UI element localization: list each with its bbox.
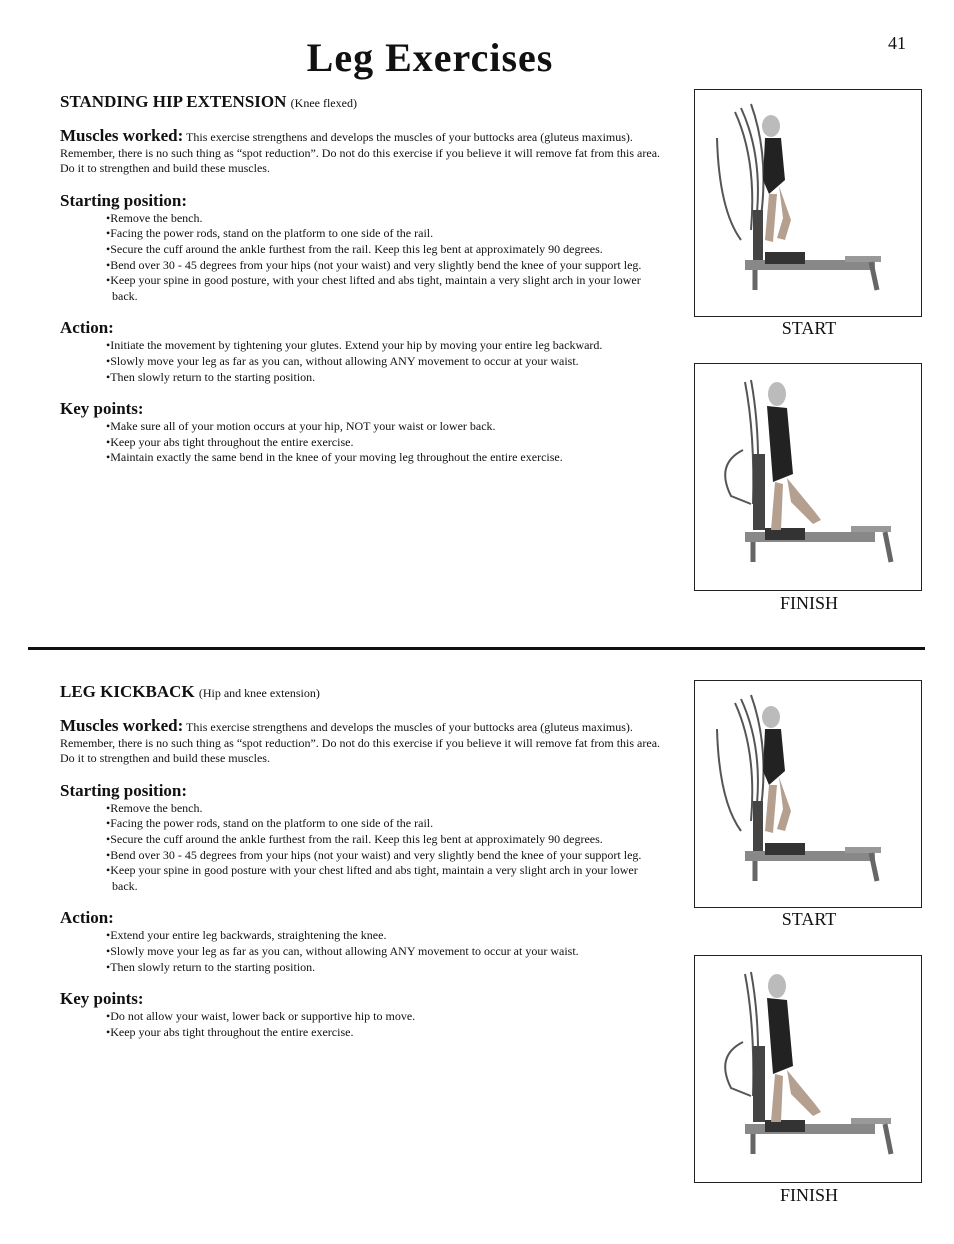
- list-item: • Facing the power rods, stand on the platform to one side of the rail.: [106, 226, 666, 242]
- list-item: • Secure the cuff around the ankle furthest from the rail. Keep this leg bent at approximately 90 degrees.: [106, 242, 666, 258]
- action-heading: Action:: [60, 318, 114, 338]
- list-item: • Remove the bench.: [106, 801, 666, 817]
- exercise-name: LEG KICKBACK: [60, 682, 195, 701]
- action-list: [60, 338, 666, 385]
- list-item: • Slowly move your leg as far as you can, without allowing ANY movement to occur at your waist.: [106, 354, 666, 370]
- finish-photo: [694, 955, 922, 1183]
- exercise-qualifier: (Hip and knee extension): [198, 686, 320, 700]
- key-points-list: [60, 1009, 666, 1040]
- list-item: • Then slowly return to the starting position.: [106, 960, 666, 976]
- exercise-machine-illustration: [695, 681, 921, 907]
- exercise-qualifier: (Knee flexed): [290, 96, 357, 110]
- list-item: • Secure the cuff around the ankle furthest from the rail. Keep this leg bent at approximately 90 degrees.: [106, 832, 666, 848]
- exercise-name: STANDING HIP EXTENSION: [60, 92, 287, 111]
- exercise-machine-illustration: [695, 90, 921, 316]
- finish-caption: FINISH: [779, 1185, 838, 1205]
- list-item: • Make sure all of your motion occurs at your hip, NOT your waist or lower back.: [106, 419, 666, 435]
- list-item: • Bend over 30 - 45 degrees from your hips (not your waist) and very slightly bend the knee of your support leg.: [106, 258, 666, 274]
- finish-photo: [694, 363, 922, 591]
- list-item: • Keep your spine in good posture with your chest lifted and abs tight, maintain a very slight arch in your lower back.: [106, 863, 666, 894]
- list-item: • Extend your entire leg backwards, straightening the knee.: [106, 928, 666, 944]
- starting-position-heading: Starting position:: [60, 780, 188, 800]
- exercise-section-leg-kickback: [60, 682, 666, 1040]
- list-item: • Then slowly return to the starting position.: [106, 370, 666, 386]
- muscles-worked-paragraph: [60, 718, 666, 767]
- starting-position-heading: Starting position:: [60, 190, 188, 210]
- finish-caption: FINISH: [779, 593, 838, 613]
- exercise-machine-illustration: [695, 956, 921, 1182]
- page-number: 41: [888, 33, 906, 53]
- key-points-heading: Key points:: [60, 399, 144, 419]
- list-item: • Keep your abs tight throughout the entire exercise.: [106, 435, 666, 451]
- muscles-worked-paragraph: [60, 128, 666, 177]
- list-item: • Slowly move your leg as far as you can, without allowing ANY movement to occur at your waist.: [106, 944, 666, 960]
- list-item: • Keep your spine in good posture, with your chest lifted and abs tight, maintain a very slight arch in your lower back.: [106, 273, 666, 304]
- starting-position-list: [60, 801, 666, 895]
- list-item: • Bend over 30 - 45 degrees from your hips (not your waist) and very slightly bend the knee of your support leg.: [106, 848, 666, 864]
- start-caption: START: [781, 909, 837, 929]
- list-item: • Facing the power rods, stand on the platform to one side of the rail.: [106, 816, 666, 832]
- start-photo: [694, 680, 922, 908]
- muscles-worked-label: Muscles worked:: [60, 126, 184, 145]
- list-item: • Do not allow your waist, lower back or supportive hip to move.: [106, 1009, 666, 1025]
- muscles-worked-label: Muscles worked:: [60, 716, 184, 735]
- action-list: [60, 928, 666, 975]
- page-title: Leg Exercises: [306, 35, 554, 80]
- list-item: • Remove the bench.: [106, 211, 666, 227]
- list-item: • Initiate the movement by tightening your glutes. Extend your hip by moving your entire leg backward.: [106, 338, 666, 354]
- key-points-heading: Key points:: [60, 989, 144, 1009]
- start-photo: [694, 89, 922, 317]
- section-divider: [28, 647, 925, 650]
- exercise-section-standing-hip-extension: [60, 92, 666, 466]
- start-caption: START: [781, 318, 837, 338]
- muscles-worked-text: This exercise strengthens and develops the muscles of your buttocks area (gluteus maximus). Remember, there is no such thing as “spot reduction”. Do not do this exercise if you believe it will remove fat from this area. Do it to strengthen and build these muscles.: [60, 130, 661, 176]
- exercise-machine-illustration: [695, 364, 921, 590]
- list-item: • Keep your abs tight throughout the entire exercise.: [106, 1025, 666, 1041]
- action-heading: Action:: [60, 908, 114, 928]
- exercise-heading: [60, 92, 666, 113]
- muscles-worked-text: This exercise strengthens and develops the muscles of your buttocks area (gluteus maximus). Remember, there is no such thing as “spot reduction”. Do not do this exercise if you believe it will remove fat from this area. Do it to strengthen and build these muscles.: [60, 720, 661, 766]
- starting-position-list: [60, 211, 666, 305]
- list-item: • Maintain exactly the same bend in the knee of your moving leg throughout the entire exercise.: [106, 450, 666, 466]
- exercise-heading: [60, 682, 666, 703]
- key-points-list: [60, 419, 666, 466]
